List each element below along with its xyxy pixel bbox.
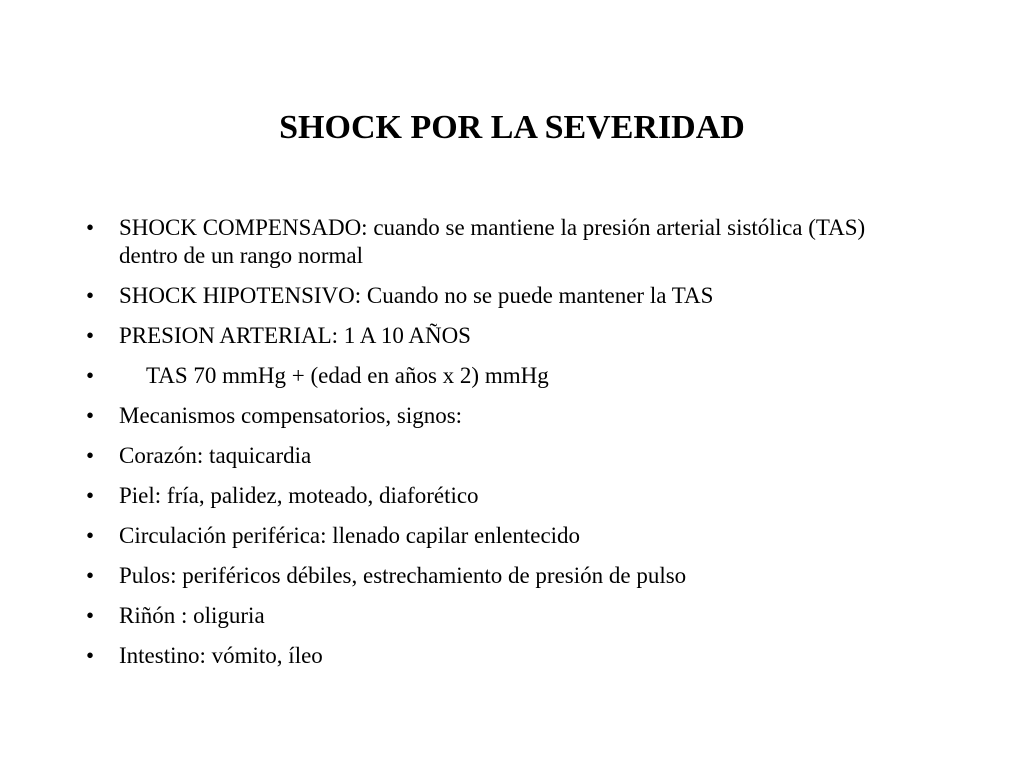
bullet-icon: • bbox=[86, 403, 95, 428]
bullet-icon: • bbox=[86, 563, 95, 588]
bullet-icon: • bbox=[86, 603, 95, 628]
list-item-text: Circulación periférica: llenado capilar enlentecido bbox=[119, 523, 581, 548]
bullet-icon: • bbox=[86, 215, 95, 240]
list-item bbox=[0, 442, 899, 470]
bullet-icon: • bbox=[86, 483, 95, 508]
list-item-text: PRESION ARTERIAL: 1 A 10 AÑOS bbox=[119, 323, 471, 348]
list-item-text: Riñón : oliguria bbox=[119, 603, 265, 628]
bullet-icon: • bbox=[86, 323, 95, 348]
slide-title: SHOCK POR LA SEVERIDAD bbox=[279, 109, 745, 146]
bullet-icon: • bbox=[86, 523, 95, 548]
bullet-icon: • bbox=[86, 283, 95, 308]
bullet-icon: • bbox=[86, 643, 95, 668]
list-item-text: SHOCK HIPOTENSIVO: Cuando no se puede mantener la TAS bbox=[119, 283, 714, 308]
list-item bbox=[0, 282, 899, 310]
bullet-list bbox=[0, 214, 1024, 682]
list-item bbox=[0, 602, 899, 630]
list-item bbox=[0, 482, 899, 510]
list-item bbox=[0, 402, 899, 430]
list-item bbox=[0, 642, 899, 670]
list-item-text: Intestino: vómito, íleo bbox=[119, 643, 323, 668]
list-item bbox=[0, 214, 899, 270]
list-item-text: Corazón: taquicardia bbox=[119, 443, 312, 468]
bullet-icon: • bbox=[86, 363, 95, 388]
list-item bbox=[0, 322, 899, 350]
list-item-text: SHOCK COMPENSADO: cuando se mantiene la presión arterial sistólica (TAS) dentro de un rango normal bbox=[119, 215, 866, 268]
list-item-text: Mecanismos compensatorios, signos: bbox=[119, 403, 463, 428]
list-item-text: Piel: fría, palidez, moteado, diaforético bbox=[119, 483, 479, 508]
list-item-text: TAS 70 mmHg + (edad en años x 2) mmHg bbox=[146, 363, 549, 388]
list-item bbox=[0, 522, 899, 550]
list-item-text: Pulos: periféricos débiles, estrechamiento de presión de pulso bbox=[119, 563, 687, 588]
list-item bbox=[0, 562, 899, 590]
bullet-icon: • bbox=[86, 443, 95, 468]
list-item bbox=[0, 362, 899, 390]
